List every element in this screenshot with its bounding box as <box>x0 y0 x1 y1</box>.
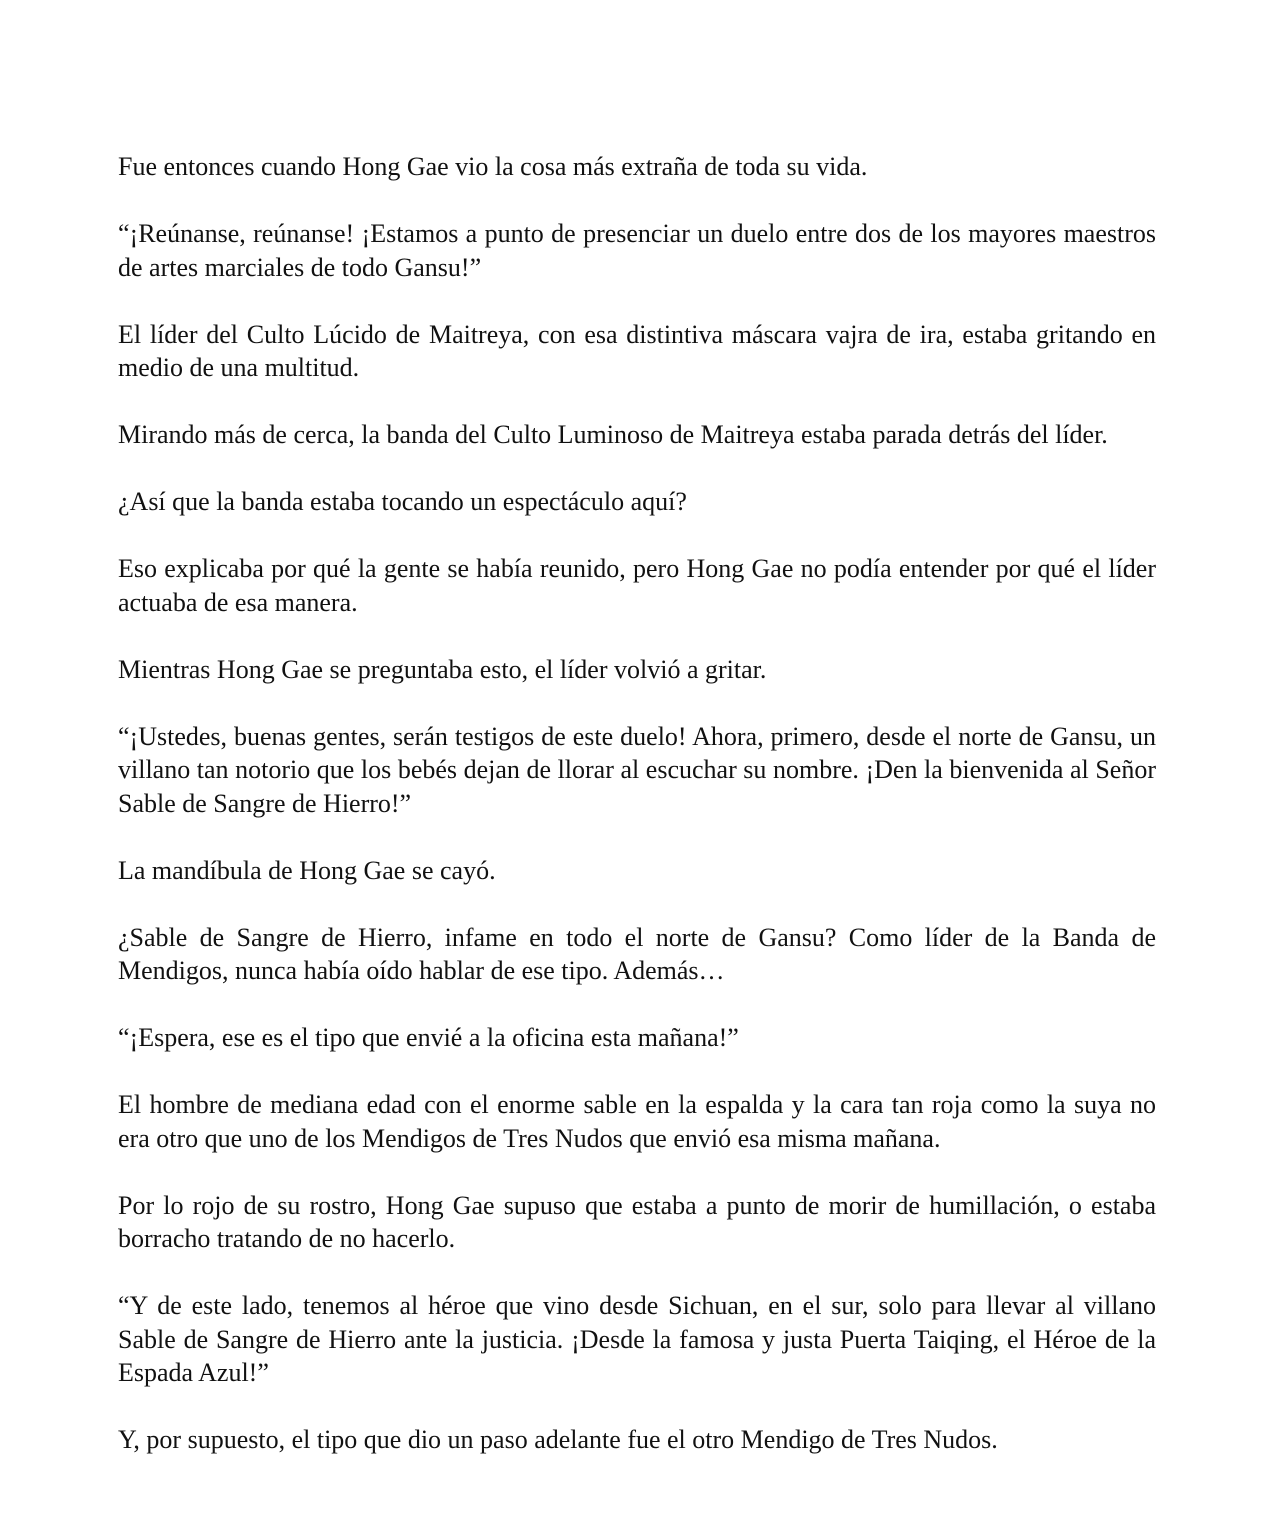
paragraph-2: “¡Reúnanse, reúnanse! ¡Estamos a punto de presenciar un duelo entre dos de los mayores maestros de artes marciales de todo Gansu!” <box>118 219 1156 282</box>
document-body <box>118 150 1156 1490</box>
paragraph-5: ¿Así que la banda estaba tocando un espectáculo aquí? <box>118 487 687 516</box>
paragraph-6: Eso explicaba por qué la gente se había reunido, pero Hong Gae no podía entender por qué el líder actuaba de esa manera. <box>118 554 1156 617</box>
paragraph-15: Y, por supuesto, el tipo que dio un paso adelante fue el otro Mendigo de Tres Nudos. <box>118 1425 998 1454</box>
paragraph-11: “¡Espera, ese es el tipo que envié a la oficina esta mañana!” <box>118 1023 739 1052</box>
paragraph-14: “Y de este lado, tenemos al héroe que vino desde Sichuan, en el sur, solo para llevar al villano Sable de Sangre de Hierro ante la justicia. ¡Desde la famosa y justa Puerta Taiqing, el Héroe de la Espada Azul!” <box>118 1291 1156 1387</box>
paragraph-8: “¡Ustedes, buenas gentes, serán testigos de este duelo! Ahora, primero, desde el norte de Gansu, un villano tan notorio que los bebés dejan de llorar al escuchar su nombre. ¡Den la bienvenida al Señor Sable de Sangre de Hierro!” <box>118 721 1156 818</box>
paragraph-10: ¿Sable de Sangre de Hierro, infame en todo el norte de Gansu? Como líder de la Banda de Mendigos, nunca había oído hablar de ese tipo. Además… <box>118 922 1156 985</box>
paragraph-12: El hombre de mediana edad con el enorme sable en la espalda y la cara tan roja como la suya no era otro que uno de los Mendigos de Tres Nudos que envió esa misma mañana. <box>118 1090 1156 1153</box>
paragraph-1: Fue entonces cuando Hong Gae vio la cosa más extraña de toda su vida. <box>118 152 868 181</box>
paragraph-7: Mientras Hong Gae se preguntaba esto, el líder volvió a gritar. <box>118 654 767 684</box>
paragraph-3: El líder del Culto Lúcido de Maitreya, con esa distintiva máscara vajra de ira, estaba gritando en medio de una multitud. <box>118 319 1156 382</box>
paragraph-4: Mirando más de cerca, la banda del Culto Luminoso de Maitreya estaba parada detrás del líder. <box>118 420 1108 449</box>
paragraph-9: La mandíbula de Hong Gae se cayó. <box>118 855 496 885</box>
paragraph-13: Por lo rojo de su rostro, Hong Gae supuso que estaba a punto de morir de humillación, o estaba borracho tratando de no hacerlo. <box>118 1190 1156 1253</box>
